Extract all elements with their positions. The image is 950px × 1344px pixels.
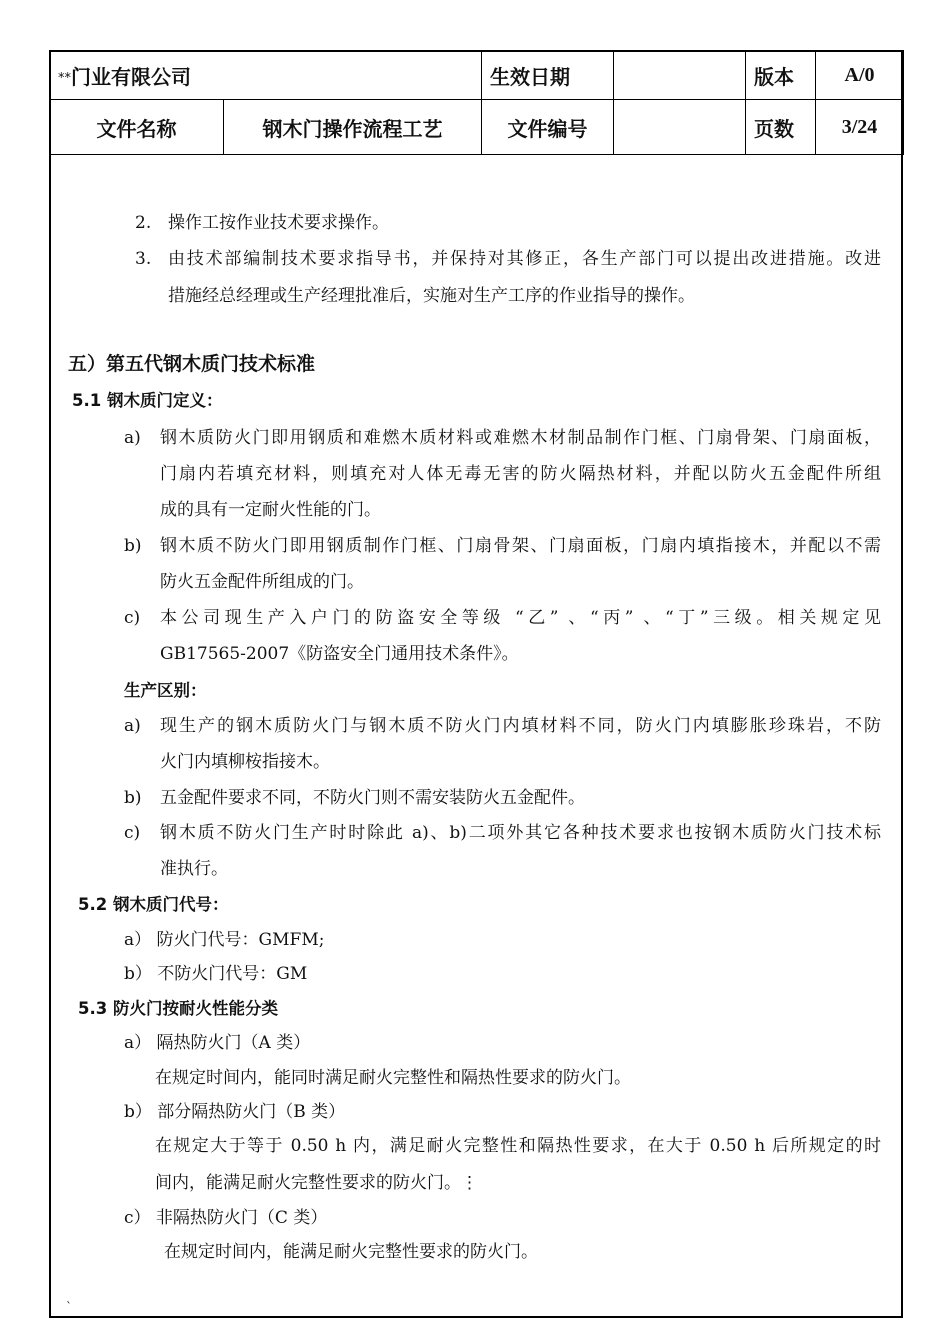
item-3-line-2: 措施经总经理或生产经理批准后，实施对生产工序的作业指导的操作。 <box>168 286 695 306</box>
class-b-desc-2: 间内，能满足耐火完整性要求的防火门。⋮ <box>155 1173 478 1193</box>
def-b-line-2: 防火五金配件所组成的门。 <box>160 572 364 592</box>
company-star: ** <box>58 70 71 86</box>
class-a-title: a） 隔热防火门（A 类） <box>124 1033 311 1053</box>
pages-value: 3/24 <box>816 100 904 155</box>
effective-date-label: 生效日期 <box>482 51 614 100</box>
company-name-cell <box>50 51 482 100</box>
item-3-number: 3. <box>135 249 152 269</box>
def-b-marker: b) <box>124 536 142 556</box>
diff-c-line-2: 准执行。 <box>160 859 228 879</box>
diff-a-line-1: 现生产的钢木质防火门与钢木质不防火门内填材料不同，防火门内填膨胀珍珠岩，不防 <box>160 716 881 736</box>
diff-b-line-1: 五金配件要求不同，不防火门则不需安装防火五金配件。 <box>160 788 585 808</box>
document-header-table <box>49 50 904 155</box>
def-a-line-3: 成的具有一定耐火性能的门。 <box>160 500 381 520</box>
pages-label: 页数 <box>746 100 816 155</box>
def-a-line-1: 钢木质防火门即用钢质和难燃木质材料或难燃木材制品制作门框、门扇骨架、门扇面板， <box>160 428 881 448</box>
class-b-title: b） 部分隔热防火门（B 类） <box>124 1102 346 1122</box>
section-5-title: 五）第五代钢木质门技术标准 <box>68 353 316 375</box>
production-difference-title: 生产区别： <box>124 681 207 700</box>
section-5-3-title: 5.3 防火门按耐火性能分类 <box>78 999 278 1018</box>
code-a: a） 防火门代号：GMFM; <box>124 930 325 950</box>
class-b-desc-1: 在规定大于等于 0.50 h 内，满足耐火完整性和隔热性要求，在大于 0.50 h 后所规定的时 <box>155 1136 881 1156</box>
code-b: b） 不防火门代号：GM <box>124 964 308 984</box>
diff-a-line-2: 火门内填柳桉指接木。 <box>160 752 330 772</box>
section-5-1-title: 5.1 钢木质门定义： <box>72 391 223 410</box>
def-a-line-2: 门扇内若填充材料，则填充对人体无毒无害的防火隔热材料，并配以防火五金配件所组 <box>160 464 881 484</box>
item-2-number: 2. <box>135 213 152 233</box>
doc-no-label: 文件编号 <box>482 100 614 155</box>
class-c-title: c） 非隔热防火门（C 类） <box>124 1208 328 1228</box>
doc-no-value <box>614 100 746 155</box>
def-b-line-1: 钢木质不防火门即用钢质制作门框、门扇骨架、门扇面板，门扇内填指接木，并配以不需 <box>160 536 881 556</box>
class-c-desc: 在规定时间内，能满足耐火完整性要求的防火门。 <box>164 1242 538 1262</box>
def-a-marker: a) <box>124 428 141 448</box>
class-a-desc: 在规定时间内，能同时满足耐火完整性和隔热性要求的防火门。 <box>155 1068 631 1088</box>
doc-name-label: 文件名称 <box>50 100 224 155</box>
company-name: 门业有限公司 <box>71 64 191 89</box>
version-label: 版本 <box>746 51 816 100</box>
diff-a-marker: a) <box>124 716 141 736</box>
doc-name-value: 钢木门操作流程工艺 <box>224 100 482 155</box>
def-c-marker: c) <box>124 608 141 628</box>
section-5-2-title: 5.2 钢木质门代号： <box>78 895 229 914</box>
version-value: A/0 <box>816 51 904 100</box>
diff-c-marker: c) <box>124 823 141 843</box>
def-c-line-2: GB17565-2007《防盗安全门通用技术条件》。 <box>160 644 519 664</box>
def-c-line-1: 本公司现生产入户门的防盗安全等级 “乙” 、“丙” 、“丁”三级。相关规定见 <box>160 608 881 628</box>
diff-c-line-1: 钢木质不防火门生产时时除此 a)、b)二项外其它各种技术要求也按钢木质防火门技术标 <box>160 823 881 843</box>
effective-date-value <box>614 51 746 100</box>
diff-b-marker: b) <box>124 788 142 808</box>
footer-mark: ` <box>66 1300 72 1314</box>
item-2-text: 操作工按作业技术要求操作。 <box>168 213 389 233</box>
item-3-line-1: 由技术部编制技术要求指导书，并保持对其修正，各生产部门可以提出改进措施。改进 <box>168 249 881 269</box>
